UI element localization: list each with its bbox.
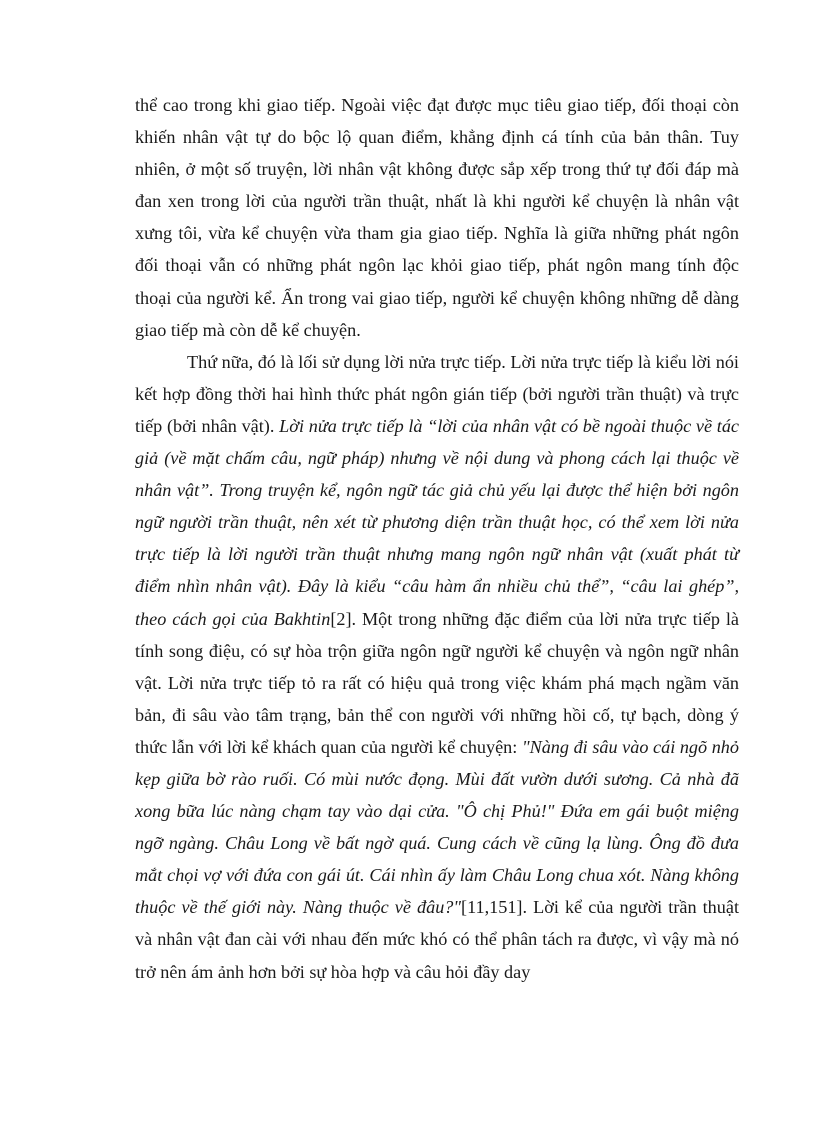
sentence-text: [2]. Một trong những đặc điểm của lời nửa trực tiếp là tính song điệu, có sự hòa trộn giữa ngôn ngữ người kể chuyện và ngôn ngữ nhân vật. Lời nửa trực tiếp tỏ ra rất có hiệu quả trong việc khám phá mạch ngầm văn bản, đi sâu vào tâm trạng, bản thể con người với những hồi cố, tự bạch, dòng ý thức lẫn với lời kể khách quan của người kể chuyện: xyxy=(135,608,739,757)
sentence-text: [11,151]. Lời kể của người trần thuật và nhân vật đan cài với nhau đến mức khó có thể phân tách ra được, vì vậy mà nó trở nên ám ảnh hơn bởi sự hòa hợp và câu hỏi đầy day xyxy=(135,897,739,982)
italic-quote-text: "Nàng đi sâu vào cái ngõ nhỏ kẹp giữa bờ rào ruối. Có mùi nước đọng. Mùi đất vườn dưới sương. Cả nhà đã xong bữa lúc nàng chạm tay vào dại cửa. "Ô chị Phủ!" Đứa em gái buột miệng ngỡ ngàng. Châu Long về bất ngờ quá. Cung cách về cũng lạ lùng. Ông đồ đưa mắt chọi vợ với đứa con gái út. Cái nhìn ấy làm Châu Long chua xót. Nàng không thuộc về thế giới này. Nàng thuộc về đâu?" xyxy=(135,736,739,918)
paragraph xyxy=(135,346,739,988)
italic-quote-text: Lời nửa trực tiếp là “lời của nhân vật có bề ngoài thuộc về tác giả (về mặt chấm câu, ngữ pháp) nhưng về nội dung và phong cách lại thuộc về nhân vật”. Trong truyện kể, ngôn ngữ tác giả chủ yếu lại được thể hiện bởi ngôn ngữ người trần thuật, nên xét từ phương diện trần thuật học, có thể xem lời nửa trực tiếp là lời người trần thuật nhưng mang ngôn ngữ nhân vật (xuất phát từ điểm nhìn nhân vật). Đây là kiểu “câu hàm ẩn nhiều chủ thể”, “câu lai ghép”, theo cách gọi của Bakhtin xyxy=(135,415,739,629)
paragraph-text: thể cao trong khi giao tiếp. Ngoài việc đạt được mục tiêu giao tiếp, đối thoại còn khiến nhân vật tự do bộc lộ quan điểm, khẳng định cá tính của bản thân. Tuy nhiên, ở một số truyện, lời nhân vật không được sắp xếp trong thứ tự đối đáp mà đan xen trong lời của người trần thuật, nhất là khi người kể chuyện là nhân vật xưng tôi, vừa kể chuyện vừa tham gia giao tiếp. Nghĩa là giữa những phát ngôn đối thoại vẫn có những phát ngôn lạc khỏi giao tiếp, phát ngôn mang tính độc thoại của người kể. Ẩn trong vai giao tiếp, người kể chuyện không những dễ dàng giao tiếp mà còn dễ kể chuyện. xyxy=(135,95,739,340)
sentence-text: Thứ nữa, đó là lối sử dụng lời nửa trực tiếp. Lời nửa trực tiếp là kiểu lời nói kết hợp đồng thời hai hình thức phát ngôn gián tiếp (bởi người trần thuật) và trực tiếp (bởi nhân vật). xyxy=(135,351,739,436)
paragraph xyxy=(135,89,739,346)
body-text xyxy=(135,89,739,988)
